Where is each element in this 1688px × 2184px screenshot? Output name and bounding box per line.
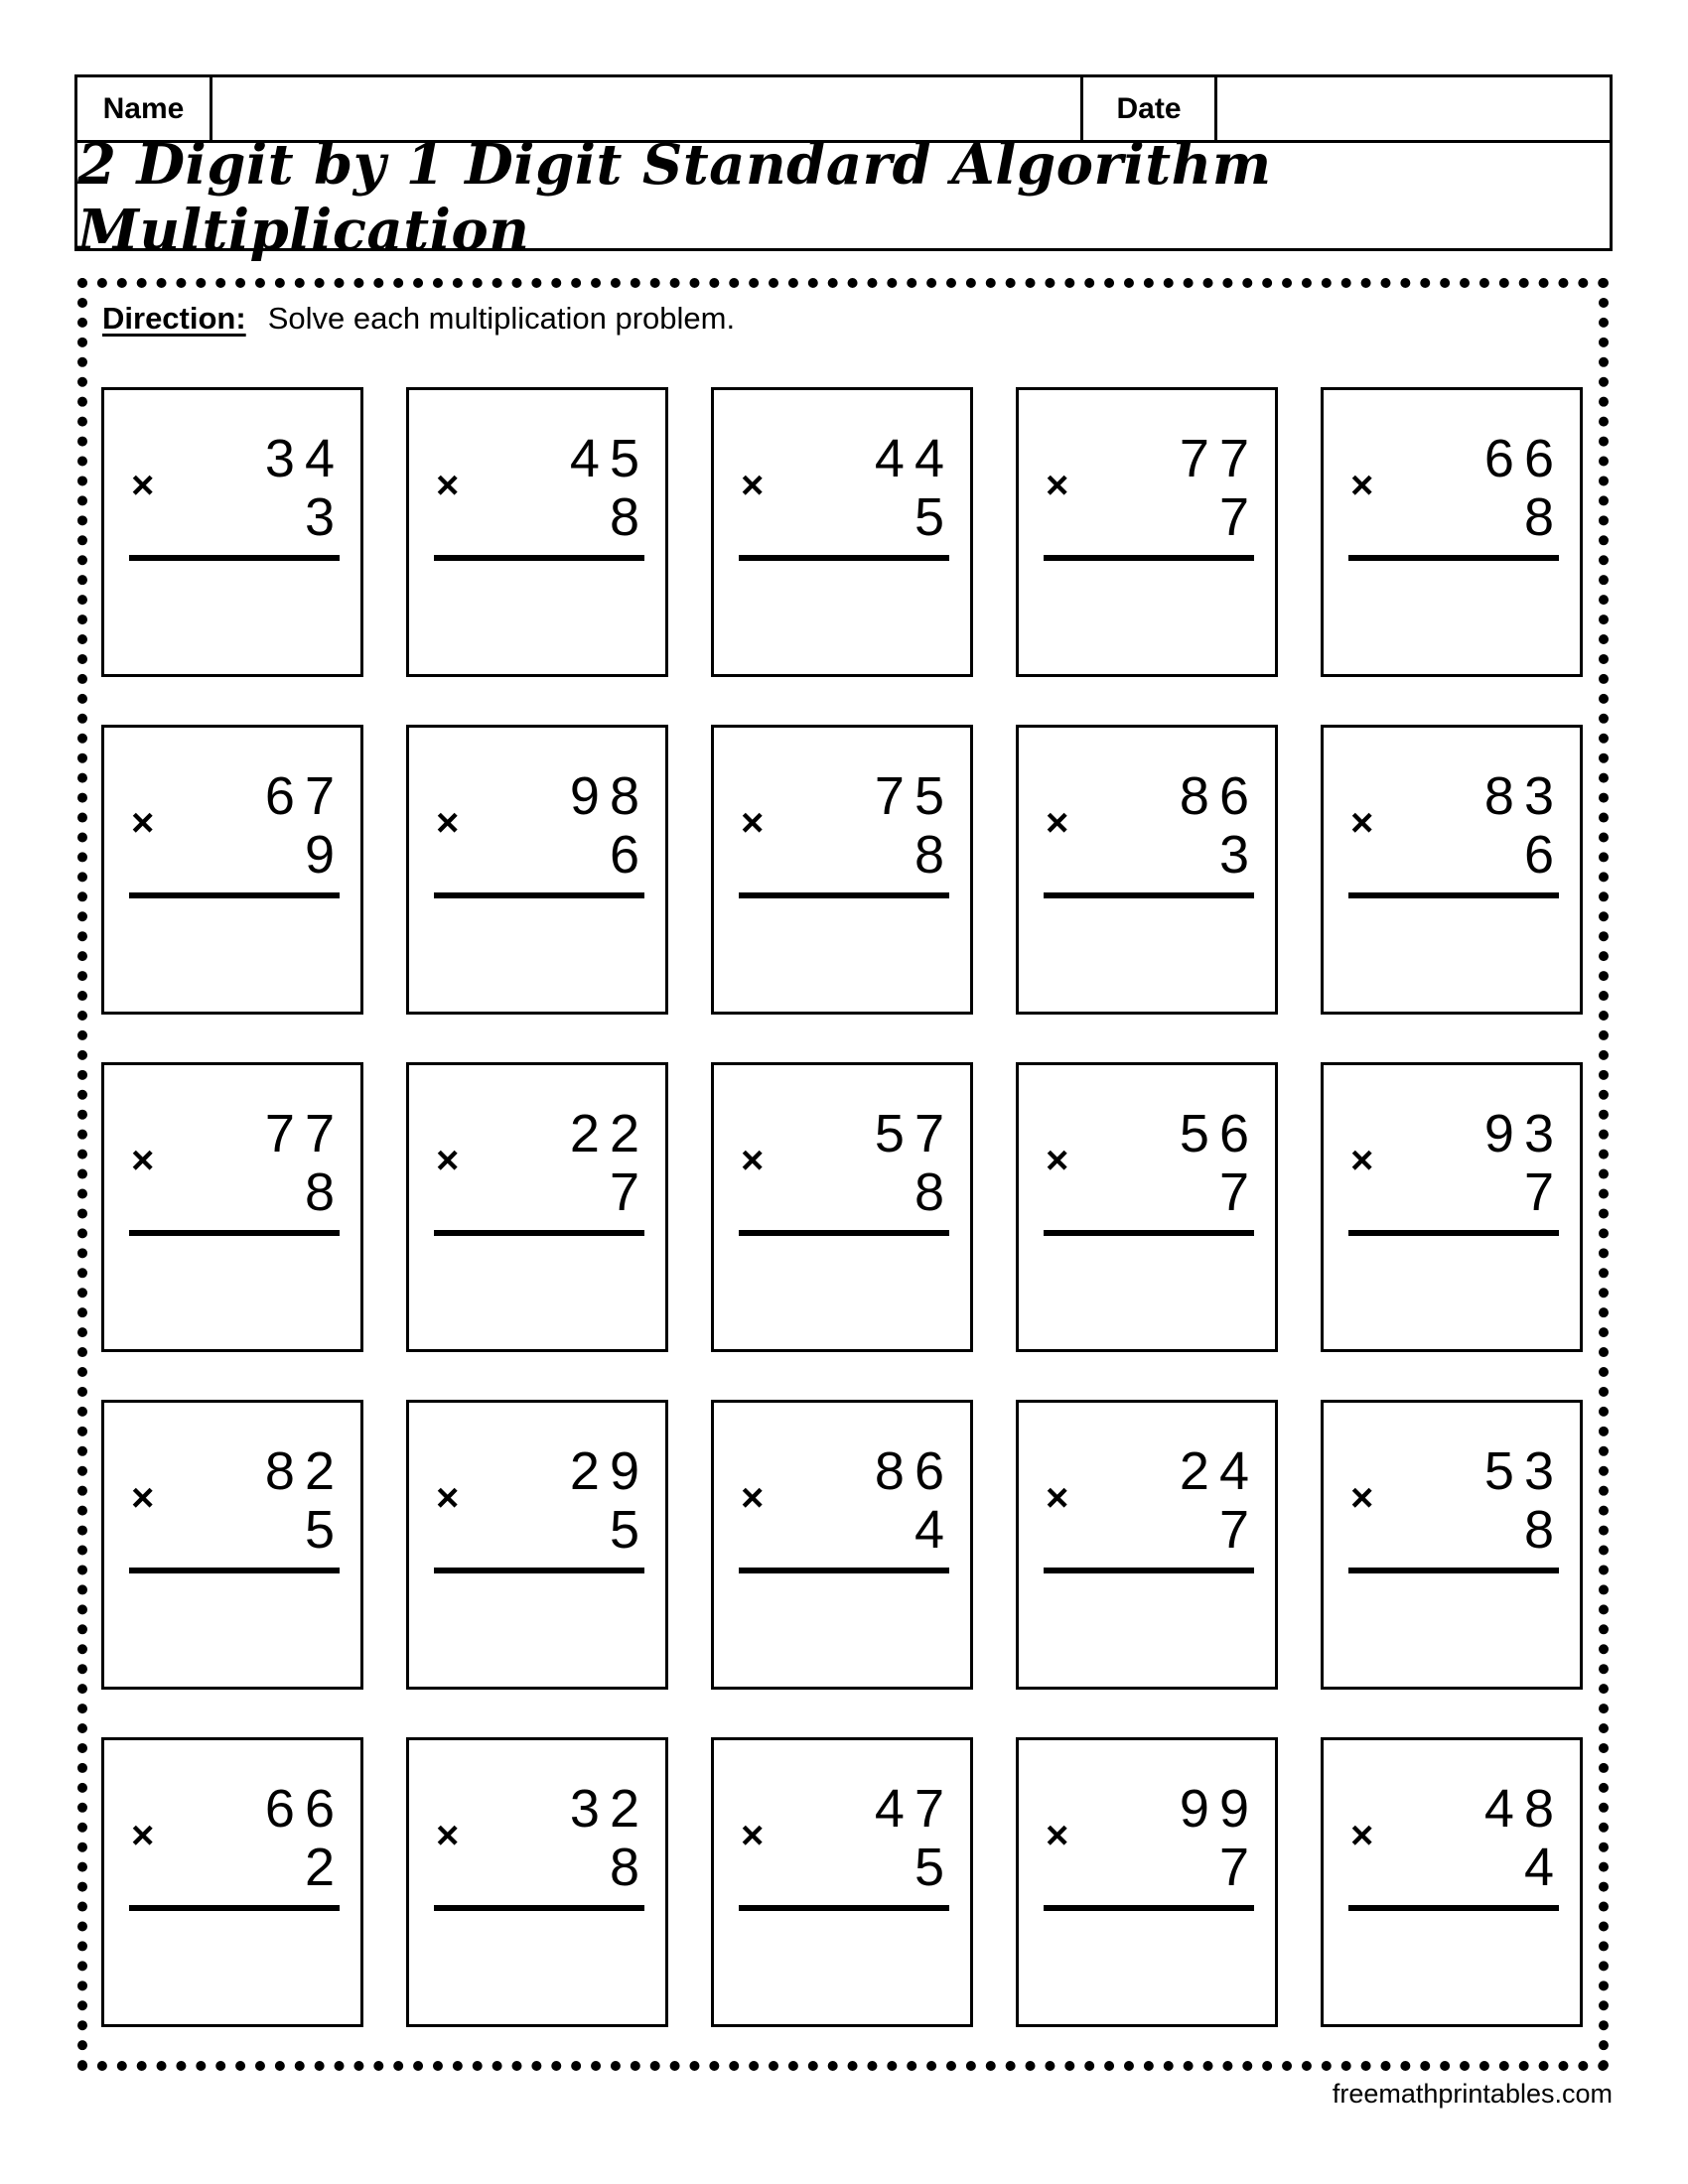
worksheet-header (74, 74, 1613, 263)
direction-label: Direction: (102, 301, 246, 336)
footer-site: freemathprintables.com (1332, 2079, 1613, 2109)
multiplicand: 66 (264, 1779, 345, 1839)
multiplicand: 75 (874, 766, 954, 826)
multiplicand: 82 (264, 1441, 345, 1501)
multiplier: 5 (609, 1500, 649, 1560)
multiply-sign: × (1046, 801, 1069, 845)
multiply-sign: × (436, 1814, 460, 1857)
answer-line (739, 892, 949, 898)
answer-line (1044, 892, 1254, 898)
problem-card[interactable] (1321, 1062, 1583, 1352)
multiplier: 7 (609, 1162, 649, 1222)
answer-line (129, 1568, 340, 1573)
problem-grid (101, 387, 1583, 2027)
direction-text: Solve each multiplication problem. (267, 301, 736, 336)
multiplier: 8 (914, 1162, 954, 1222)
problem-card[interactable] (406, 1737, 668, 2027)
multiply-sign: × (1350, 1139, 1374, 1182)
direction (102, 301, 735, 337)
problem-card[interactable] (1321, 1400, 1583, 1690)
multiplier: 7 (1218, 1838, 1259, 1897)
problem-card[interactable] (1321, 1737, 1583, 2027)
multiply-sign: × (131, 1476, 155, 1520)
multiplier: 8 (609, 487, 649, 547)
answer-line (129, 892, 340, 898)
answer-line (129, 1905, 340, 1911)
multiplier: 5 (304, 1500, 345, 1560)
problem-card[interactable] (406, 1400, 668, 1690)
multiplicand: 77 (264, 1104, 345, 1163)
multiply-sign: × (1350, 1476, 1374, 1520)
multiplier: 8 (1523, 487, 1564, 547)
multiply-sign: × (1350, 464, 1374, 507)
multiplicand: 32 (569, 1779, 649, 1839)
multiplicand: 45 (569, 429, 649, 488)
answer-line (434, 1905, 644, 1911)
multiplier: 6 (609, 825, 649, 885)
multiplicand: 93 (1483, 1104, 1564, 1163)
multiply-sign: × (131, 1814, 155, 1857)
multiply-sign: × (1350, 1814, 1374, 1857)
problem-card[interactable] (406, 387, 668, 677)
answer-line (739, 555, 949, 561)
multiplier: 6 (1523, 825, 1564, 885)
multiply-sign: × (1046, 1814, 1069, 1857)
name-label: Name (77, 77, 212, 140)
multiplier: 8 (1523, 1500, 1564, 1560)
multiplicand: 22 (569, 1104, 649, 1163)
multiply-sign: × (436, 464, 460, 507)
multiply-sign: × (741, 801, 765, 845)
multiplicand: 24 (1179, 1441, 1259, 1501)
problem-card[interactable] (406, 1062, 668, 1352)
problem-card[interactable] (101, 387, 363, 677)
problem-card[interactable] (406, 725, 668, 1015)
multiplicand: 34 (264, 429, 345, 488)
multiplicand: 29 (569, 1441, 649, 1501)
multiplicand: 99 (1179, 1779, 1259, 1839)
multiplicand: 44 (874, 429, 954, 488)
problem-card[interactable] (1016, 1737, 1278, 2027)
multiplicand: 83 (1483, 766, 1564, 826)
multiplicand: 53 (1483, 1441, 1564, 1501)
problem-card[interactable] (1016, 387, 1278, 677)
answer-line (1348, 555, 1559, 561)
answer-line (1348, 892, 1559, 898)
multiply-sign: × (436, 801, 460, 845)
answer-line (1348, 1568, 1559, 1573)
multiplier: 4 (1523, 1838, 1564, 1897)
multiply-sign: × (131, 801, 155, 845)
multiply-sign: × (1046, 1139, 1069, 1182)
answer-line (1348, 1905, 1559, 1911)
multiplier: 7 (1218, 1162, 1259, 1222)
multiplier: 7 (1218, 487, 1259, 547)
multiply-sign: × (1046, 464, 1069, 507)
multiplicand: 98 (569, 766, 649, 826)
answer-line (739, 1905, 949, 1911)
multiplier: 5 (914, 1838, 954, 1897)
answer-line (1044, 1905, 1254, 1911)
worksheet-title: 2 Digit by 1 Digit Standard Algorithm Multiplication (77, 131, 1272, 263)
multiply-sign: × (1350, 801, 1374, 845)
multiply-sign: × (741, 1814, 765, 1857)
multiplier: 7 (1218, 1500, 1259, 1560)
multiplicand: 67 (264, 766, 345, 826)
answer-line (1044, 555, 1254, 561)
problem-card[interactable] (101, 725, 363, 1015)
answer-line (434, 892, 644, 898)
problem-card[interactable] (1016, 1400, 1278, 1690)
answer-line (129, 1230, 340, 1236)
multiplier: 8 (609, 1838, 649, 1897)
problem-card[interactable] (711, 1062, 973, 1352)
answer-line (1044, 1568, 1254, 1573)
multiplier: 3 (304, 487, 345, 547)
multiplier: 3 (1218, 825, 1259, 885)
multiplicand: 57 (874, 1104, 954, 1163)
date-label: Date (1083, 77, 1217, 140)
problem-card[interactable] (101, 1737, 363, 2027)
multiply-sign: × (436, 1139, 460, 1182)
multiplier: 2 (304, 1838, 345, 1897)
multiplier: 7 (1523, 1162, 1564, 1222)
multiplicand: 86 (874, 1441, 954, 1501)
multiplier: 8 (914, 825, 954, 885)
multiply-sign: × (741, 1139, 765, 1182)
answer-line (129, 555, 340, 561)
problem-card[interactable] (101, 1400, 363, 1690)
problem-card[interactable] (101, 1062, 363, 1352)
problem-card[interactable] (1321, 387, 1583, 677)
multiply-sign: × (741, 464, 765, 507)
answer-line (434, 555, 644, 561)
multiplicand: 86 (1179, 766, 1259, 826)
answer-line (434, 1230, 644, 1236)
problem-card[interactable] (711, 1400, 973, 1690)
answer-line (739, 1230, 949, 1236)
multiplicand: 47 (874, 1779, 954, 1839)
multiply-sign: × (1046, 1476, 1069, 1520)
problem-card[interactable] (1321, 725, 1583, 1015)
answer-line (739, 1568, 949, 1573)
answer-line (1044, 1230, 1254, 1236)
multiplicand: 48 (1483, 1779, 1564, 1839)
multiply-sign: × (131, 464, 155, 507)
multiplicand: 77 (1179, 429, 1259, 488)
multiplier: 5 (914, 487, 954, 547)
multiply-sign: × (436, 1476, 460, 1520)
problem-card[interactable] (1016, 725, 1278, 1015)
multiplicand: 66 (1483, 429, 1564, 488)
answer-line (1348, 1230, 1559, 1236)
multiplier: 4 (914, 1500, 954, 1560)
problem-card[interactable] (1016, 1062, 1278, 1352)
multiply-sign: × (741, 1476, 765, 1520)
answer-line (434, 1568, 644, 1573)
multiplier: 8 (304, 1162, 345, 1222)
multiply-sign: × (131, 1139, 155, 1182)
problem-card[interactable] (711, 1737, 973, 2027)
multiplicand: 56 (1179, 1104, 1259, 1163)
problem-card[interactable] (711, 725, 973, 1015)
problem-card[interactable] (711, 387, 973, 677)
multiplier: 9 (304, 825, 345, 885)
